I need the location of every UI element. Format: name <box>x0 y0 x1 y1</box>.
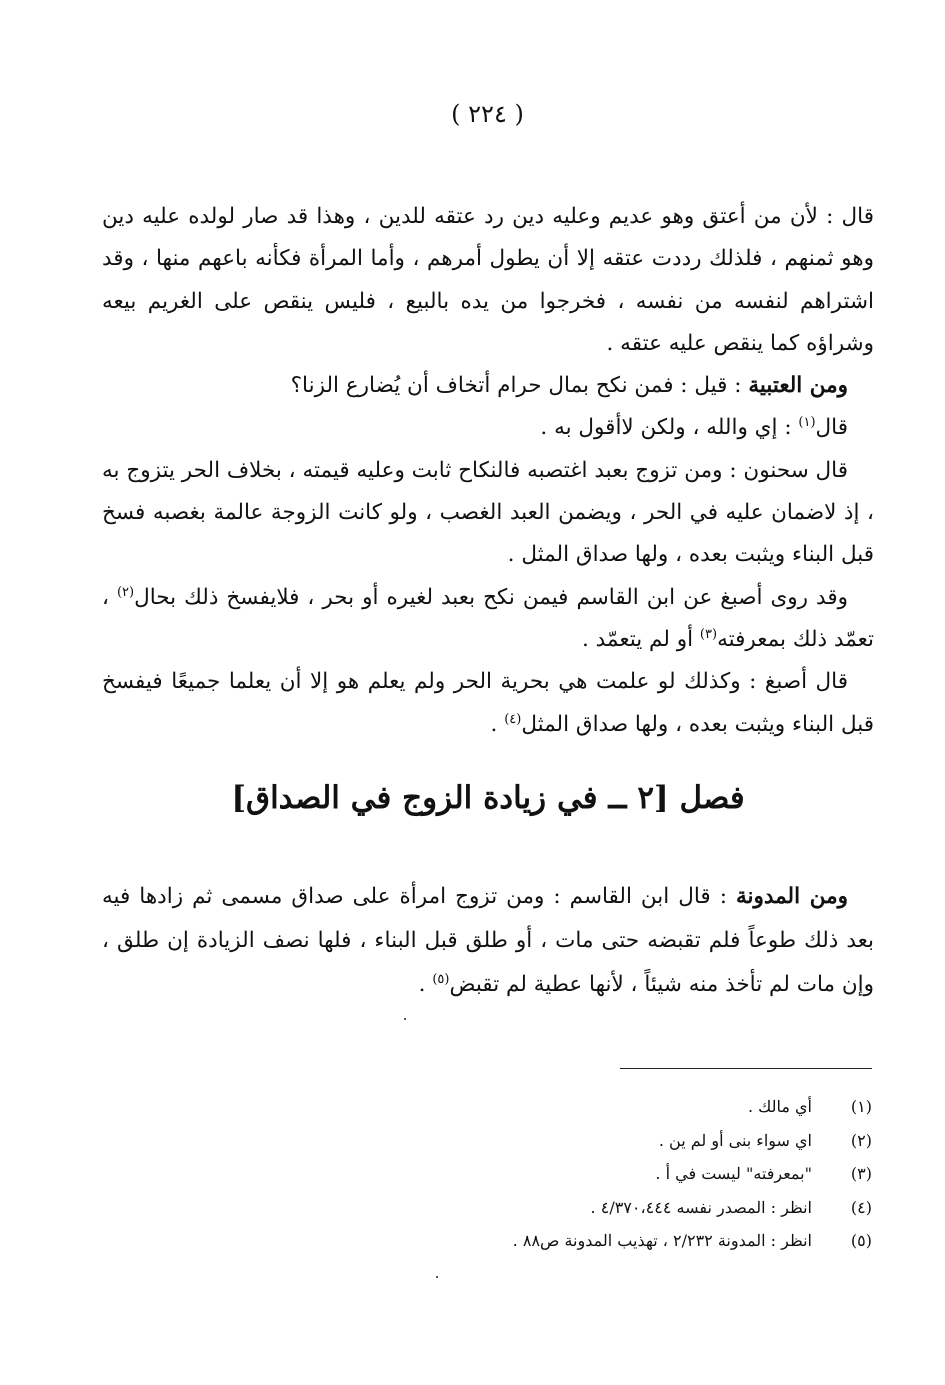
paragraph <box>102 407 874 449</box>
scan-speck <box>404 1018 406 1020</box>
footnote-text: اي سواء بنى أو لم ين . <box>658 1130 812 1150</box>
paragraph-text: . <box>490 711 498 737</box>
footnote-item <box>200 1191 872 1225</box>
section-text <box>102 875 874 1007</box>
page-number: ( ٢٢٤ ) <box>451 100 524 128</box>
footnote-ref: (٥) <box>432 971 450 987</box>
source-lead: ومن المدونة <box>735 884 848 909</box>
scan-speck <box>436 1276 438 1278</box>
footnote-number: (٢) <box>850 1130 872 1150</box>
paragraph-text: : قال ابن القاسم : ومن تزوج امرأة على صداق مسمى ثم زادها فيه بعد ذلك طوعاً فلم تقبضه حتى مات ، أو طلق قبل البناء ، فلها نصف الزيادة إن طلق ، وإن مات لم تأخذ منه شيئاً ، لأنها عطية لم تقبض <box>102 884 874 997</box>
footnote-number: (٥) <box>850 1231 872 1250</box>
footnote-divider <box>620 1068 872 1069</box>
paragraph-text: قال <box>815 415 848 441</box>
footnote-number: (٤) <box>850 1197 872 1217</box>
paragraph <box>102 661 874 746</box>
paragraph-text: وقد روى أصبغ عن ابن القاسم فيمن نكح بعبد لغيره أو بحر ، فلايفسخ ذلك بحال <box>134 584 848 610</box>
footnote-ref: (١) <box>798 415 816 431</box>
paragraph-text: قال سحنون : ومن تزوج بعبد اغتصبه فالنكاح ثابت وعليه قيمته ، بخلاف الحر يتزوج به ، إذ لاضمان عليه في الحر ، ويضمن العبد الغصب ، ولو كانت الزوجة عالمة بغصبه فسخ قبل البناء ويثبت بعده ، ولها صداق المثل . <box>102 457 874 568</box>
footnote-item <box>200 1157 872 1191</box>
footnote-number: (١) <box>850 1097 872 1116</box>
paragraph <box>102 450 874 577</box>
footnote-item <box>200 1224 872 1258</box>
footnote-item <box>200 1090 872 1124</box>
body-text <box>102 196 874 746</box>
footnote-item <box>200 1124 872 1158</box>
section-heading: فصل [٢ ــ في زيادة الزوج في الصداق] <box>231 780 745 816</box>
paragraph <box>102 196 874 365</box>
footnote-text: "بمعرفته" ليست في أ . <box>655 1164 812 1183</box>
paragraph-text: : إي والله ، ولكن لاأقول به . <box>540 415 792 441</box>
footnotes <box>200 1090 872 1258</box>
paragraph-text: . <box>418 972 426 997</box>
paragraph-text: : قيل : فمن نكح بمال حرام أتخاف أن يُضارع الزنا؟ <box>290 373 742 399</box>
paragraph <box>102 875 874 1007</box>
paragraph <box>102 577 874 662</box>
footnote-text: أي مالك . <box>747 1097 812 1116</box>
footnote-ref: (٣) <box>699 626 718 642</box>
paragraph <box>102 365 874 407</box>
footnote-text: انظر : المصدر نفسه ٤/٣٧٠،٤٤٤ . <box>590 1197 812 1217</box>
paragraph-text: قال أصبغ : وكذلك لو علمت هي بحرية الحر ولم يعلم هو إلا أن يعلما جميعًا فيفسخ قبل البناء ويثبت بعده ، ولها صداق المثل <box>102 669 874 737</box>
footnote-ref: (٢) <box>116 584 135 600</box>
paragraph-text: ، تعمّد ذلك بمعرفته <box>102 584 874 652</box>
footnote-text: انظر : المدونة ٢/٢٣٢ ، تهذيب المدونة ص٨٨ . <box>512 1231 812 1250</box>
paragraph-text: أو لم يتعمّد . <box>581 626 694 652</box>
footnote-number: (٣) <box>850 1164 872 1183</box>
footnote-ref: (٤) <box>504 711 522 727</box>
paragraph-text: قال : لأن من أعتق وهو عديم وعليه دين رد عتقه للدين ، وهذا قد صار لولده عليه دين وهو ثمنهم ، فلذلك رددت عتقه إلا أن يطول أمرهم ، وأما المرأة فكأنه باعهم منها ، وقد اشتراهم لنفسه من نفسه ، فخرجوا من يده بالبيع ، فليس ينقص على الغريم بيعه وشراؤه كما ينقص عليه عتقه . <box>102 204 874 356</box>
source-lead: ومن العتبية <box>748 373 848 399</box>
